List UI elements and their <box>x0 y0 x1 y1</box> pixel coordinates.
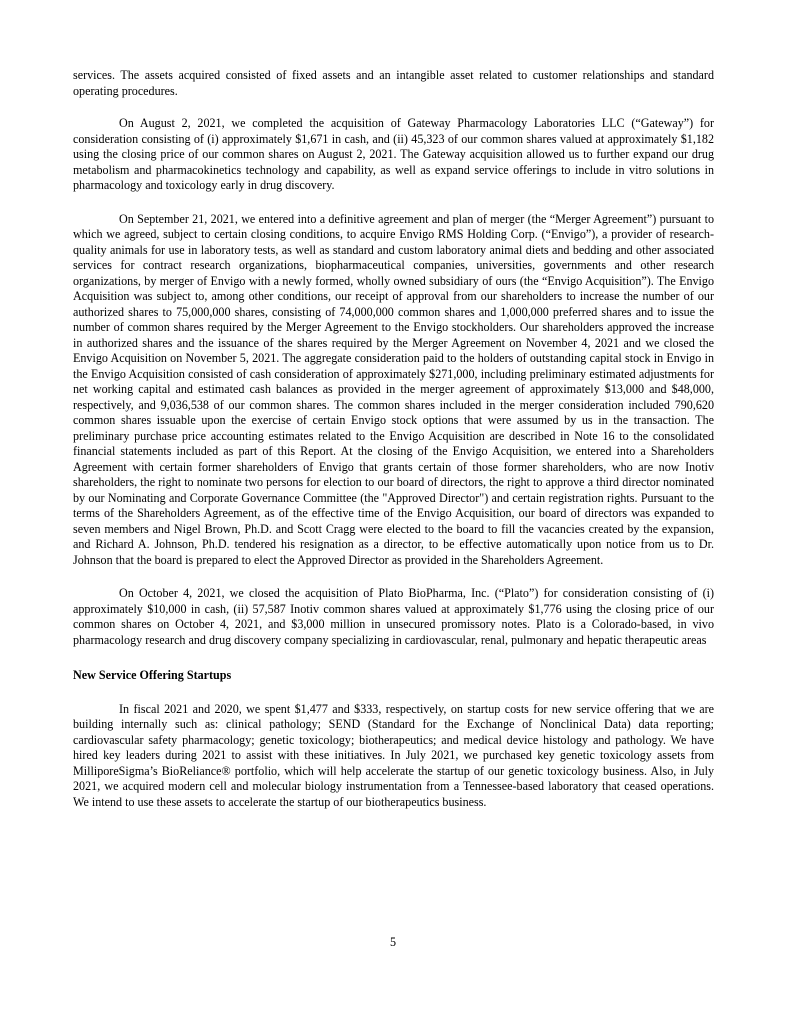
paragraph-services-continuation: services. The assets acquired consisted of fixed assets and an intangible asset related to customer relationships and standard operating procedures. <box>73 68 714 98</box>
paragraph-plato-acquisition: On October 4, 2021, we closed the acquisition of Plato BioPharma, Inc. (“Plato”) for consideration consisting of (i) approximately $10,000 in cash, (ii) 57,587 Inotiv common shares valued at approximately $1,776 using the closing price of our common shares on October 4, 2021, and $3,000 million in unsecured promissory notes. Plato is a Colorado-based, in vivo pharmacology research and drug discovery company specializing in cardiovascular, renal, pulmonary and hepatic therapeutic areas <box>73 586 714 647</box>
paragraph-gateway-acquisition: On August 2, 2021, we completed the acquisition of Gateway Pharmacology Laboratories LLC (“Gateway”) for consideration consisting of (i) approximately $1,671 in cash, and (ii) 45,323 of our common shares valued at approximately $1,182 using the closing price of our common shares on August 2, 2021. The Gateway acquisition allowed us to further expand our drug metabolism and pharmacokinetics technology and capability, as well as expand service offerings to include in vitro solutions in pharmacology and toxicology early in drug discovery. <box>73 116 714 192</box>
section-heading: New Service Offering Startups <box>73 668 232 682</box>
paragraph-startup-costs: In fiscal 2021 and 2020, we spent $1,477 and $333, respectively, on startup costs for new service offering that we are building internally such as: clinical pathology; SEND (Standard for the Exchange of Nonclinical Data) data reporting; cardiovascular safety pharmacology; genetic toxicology; biotherapeutics; and medical device histology and pathology. We have hired key leaders during 2021 to assist with these initiatives. In July 2021, we purchased key genetic toxicology assets from MilliporeSigma’s BioReliance® portfolio, which will help accelerate the startup of our genetic toxicology business. Also, in July 2021, we acquired modern cell and molecular biology instrumentation from a Tennessee-based laboratory that ceased operations. We intend to use these assets to accelerate the startup of our biotherapeutics business. <box>73 701 714 809</box>
paragraph-envigo-acquisition: On September 21, 2021, we entered into a definitive agreement and plan of merger (the “Merger Agreement”) pursuant to which we agreed, subject to certain closing conditions, to acquire Envigo RMS Holding Corp. (“Envigo”), a provider of research-quality animals for use in laboratory tests, as well as standard and custom laboratory animal diets and bedding and other associated services for contract research organizations, biopharmaceutical companies, universities, governments and other research organizations, by merger of Envigo with a newly formed, wholly owned subsidiary of ours (the “Envigo Acquisition”). The Envigo Acquisition was subject to, among other conditions, our receipt of approval from our shareholders to increase the number of our authorized shares to 75,000,000 shares, consisting of 74,000,000 common shares and 1,000,000 preferred shares and to issue the number of common shares required by the Merger Agreement to the Envigo stockholders. Our shareholders approved the increase in authorized shares and the issuance of the shares required by the Merger Agreement on November 4, 2021 and we closed the Envigo Acquisition on November 5, 2021. The aggregate consideration paid to the holders of outstanding capital stock in Envigo in the Envigo Acquisition consisted of cash consideration of approximately $271,000, including preliminary estimated adjustments for net working capital and estimated cash balances as provided in the merger agreement of approximately $13,000 and $48,000, respectively, and 9,036,538 of our common shares. The common shares included in the merger consideration included 790,620 common shares issuable upon the exercise of certain Envigo stock options that were assumed by us in the transaction. The preliminary purchase price accounting estimates related to the Envigo Acquisition are described in Note 16 to the consolidated financial statements included as part of this Report. At the closing of the Envigo Acquisition, we entered into a Shareholders Agreement with certain former shareholders of Envigo that grants certain of those former shareholders, who are now Inotiv shareholders, the right to nominate two persons for election to our board of directors, the right to approve a third director nominated by our Nominating and Corporate Governance Committee (the "Approved Director") and certain registration rights. Pursuant to the terms of the Shareholders Agreement, as of the effective time of the Envigo Acquisition, our board of directors was expanded to seven members and Nigel Brown, Ph.D. and Scott Cragg were elected to the board to fill the vacancies created by the expansion, and Richard A. Johnson, Ph.D. tendered his resignation as a director, to be effective automatically upon notice from us to Dr. Johnson that the board is prepared to elect the Approved Director as provided in the Shareholders Agreement. <box>73 211 714 567</box>
page-number: 5 <box>389 935 397 949</box>
document-page <box>73 68 714 828</box>
